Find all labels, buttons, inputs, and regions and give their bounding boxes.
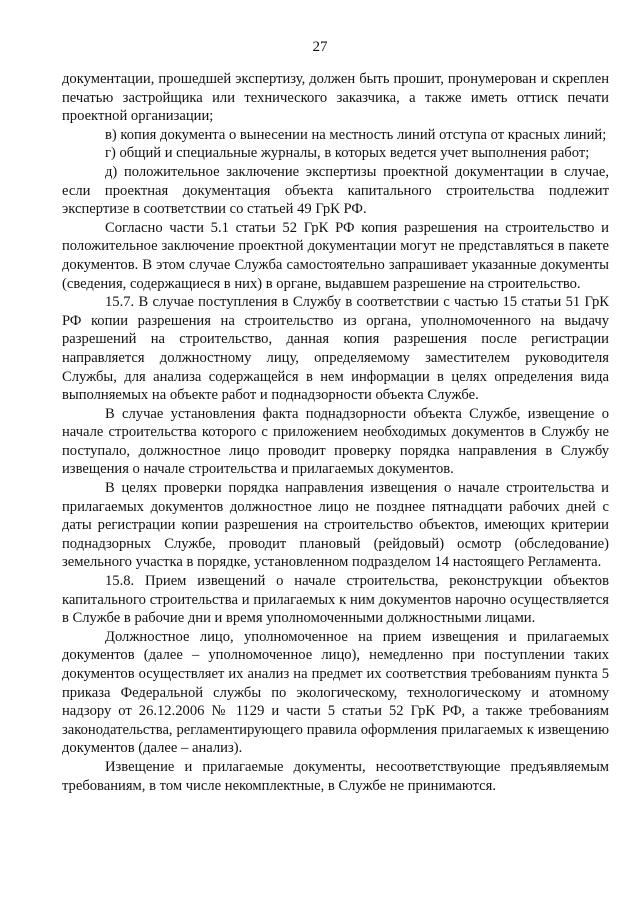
page-number: 27: [312, 39, 328, 55]
paragraph: Извещение и прилагаемые документы, несоответствующие предъявляемым требованиям, в том числе некомплектные, в Службе не принимаются.: [62, 758, 609, 794]
paragraph: в) копия документа о вынесении на местность линий отступа от красных линий;: [105, 126, 607, 143]
paragraph: В случае установления факта поднадзорности объекта Службе, извещение о начале строительства которого с приложением необходимых документов в Службу не поступало, должностное лицо проводит проверку порядка направления в Службу извещения о начале строительства и прилагаемых документов.: [62, 405, 609, 478]
document-body: [62, 70, 609, 795]
paragraph: В целях проверки порядка направления извещения о начале строительства и прилагаемых документов должностное лицо не позднее пятнадцати рабочих дней с даты регистрации копии разрешения на строительство объектов, имеющих критерии поднадзорных Службе, проводит плановый (рейдовый) осмотр (обследование) земельного участка в порядке, установленном подразделом 14 настоящего Регламента.: [62, 480, 609, 571]
paragraph: документации, прошедшей экспертизу, должен быть прошит, пронумерован и скреплен печатью застройщика или технического заказчика, а также иметь оттиск печати проектной организации;: [62, 71, 609, 125]
paragraph: г) общий и специальные журналы, в которых ведется учет выполнения работ;: [105, 145, 590, 162]
paragraph: Должностное лицо, уполномоченное на прием извещения и прилагаемых документов (далее – уполномоченное лицо), немедленно при поступлении таких документов осуществляет их анализ на предмет их соответствия требованиям пункта 5 приказа Федеральной службы по экологическому, технологическому и атомному надзору от 26.12.2006 № 1129 и части 5 статьи 52 ГрК РФ, а также требованиям законодательства, регламентирующего правила оформления прилагаемых к извещению документов (далее – анализ).: [62, 628, 609, 757]
paragraph: 15.7. В случае поступления в Службу в соответствии с частью 15 статьи 51 ГрК РФ копии разрешения на строительство из органа, уполномоченного на выдачу разрешений на строительство, данная копия разрешения после регистрации направляется должностному лицу, определяемому заместителем руководителя Службы, для анализа содержащейся в нем информации в целях определения вида выполняемых на объекте работ и поднадзорности объекта Службе.: [62, 294, 609, 404]
paragraph: д) положительное заключение экспертизы проектной документации в случае, если проектная документация объекта капитального строительства подлежит экспертизе в соответствии со статьей 49 ГрК РФ.: [62, 163, 609, 218]
paragraph: 15.8. Прием извещений о начале строительства, реконструкции объектов капитального строительства и прилагаемых к ним документов нарочно осуществляется в Службе в рабочие дни и время уполномоченными должностными лицами.: [62, 573, 609, 627]
paragraph: Согласно части 5.1 статьи 52 ГрК РФ копия разрешения на строительство и положительное заключение проектной документации могут не представляться в пакете документов. В этом случае Служба самостоятельно запрашивает указанные документы (сведения, содержащиеся в них) в органе, выдавшем разрешение на строительство.: [62, 219, 609, 292]
